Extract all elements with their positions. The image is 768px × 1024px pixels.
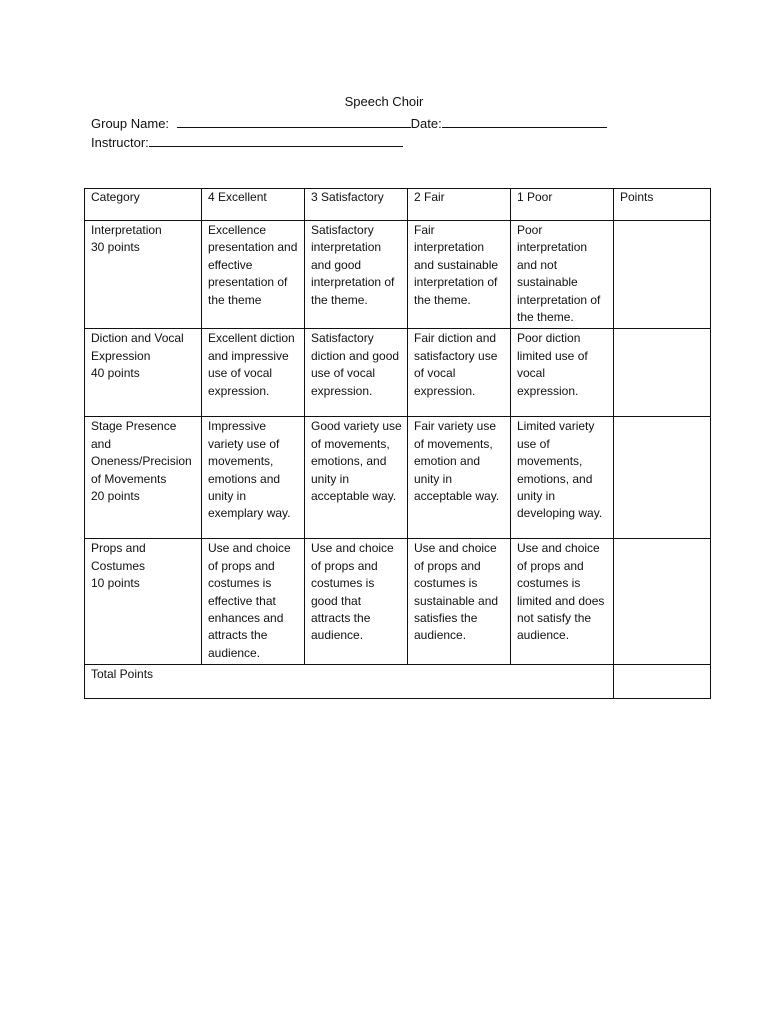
satisfactory-cell: Good variety use of movements, emotions, and unity in acceptable way. bbox=[305, 417, 408, 539]
fair-cell: Use and choice of props and costumes is sustainable and satisfies the audience. bbox=[408, 539, 511, 665]
table-row bbox=[85, 539, 711, 665]
points-cell[interactable] bbox=[614, 417, 711, 539]
poor-cell: Poor interpretation and not sustainable interpretation of the theme. bbox=[511, 221, 614, 329]
col-header-satisfactory: 3 Satisfactory bbox=[305, 189, 408, 221]
instructor-label: Instructor: bbox=[91, 135, 149, 150]
fair-cell: Fair interpretation and sustainable interpretation of the theme. bbox=[408, 221, 511, 329]
points-cell[interactable] bbox=[614, 329, 711, 417]
group-name-field[interactable] bbox=[177, 114, 411, 128]
poor-cell: Limited variety use of movements, emotions, and unity in developing way. bbox=[511, 417, 614, 539]
category-cell: Props and Costumes 10 points bbox=[85, 539, 202, 665]
points-cell[interactable] bbox=[614, 221, 711, 329]
excellent-cell: Impressive variety use of movements, emotions and unity in exemplary way. bbox=[202, 417, 305, 539]
col-header-fair: 2 Fair bbox=[408, 189, 511, 221]
col-header-excellent: 4 Excellent bbox=[202, 189, 305, 221]
total-row bbox=[85, 665, 711, 699]
fair-cell: Fair variety use of movements, emotion and unity in acceptable way. bbox=[408, 417, 511, 539]
satisfactory-cell: Satisfactory interpretation and good interpretation of the theme. bbox=[305, 221, 408, 329]
instructor-field[interactable] bbox=[149, 133, 403, 147]
col-header-category: Category bbox=[85, 189, 202, 221]
header-row bbox=[85, 189, 711, 221]
poor-cell: Poor diction limited use of vocal expression. bbox=[511, 329, 614, 417]
excellent-cell: Excellent diction and impressive use of vocal expression. bbox=[202, 329, 305, 417]
points-cell[interactable] bbox=[614, 539, 711, 665]
instructor-line bbox=[91, 133, 403, 151]
table-row bbox=[85, 417, 711, 539]
date-label: Date: bbox=[410, 116, 442, 131]
total-points-cell[interactable] bbox=[614, 665, 711, 699]
group-name-label: Group Name: bbox=[91, 116, 170, 131]
category-cell: Stage Presence and Oneness/Precision of Movements 20 points bbox=[85, 417, 202, 539]
fair-cell: Fair diction and satisfactory use of vocal expression. bbox=[408, 329, 511, 417]
excellent-cell: Excellence presentation and effective presentation of the theme bbox=[202, 221, 305, 329]
page-title: Speech Choir bbox=[344, 94, 424, 109]
excellent-cell: Use and choice of props and costumes is effective that enhances and attracts the audience. bbox=[202, 539, 305, 665]
total-points-label: Total Points bbox=[85, 665, 614, 699]
table-row bbox=[85, 329, 711, 417]
col-header-poor: 1 Poor bbox=[511, 189, 614, 221]
rubric-table bbox=[84, 188, 711, 699]
satisfactory-cell: Satisfactory diction and good use of vocal expression. bbox=[305, 329, 408, 417]
group-date-line bbox=[91, 114, 607, 132]
category-cell: Diction and Vocal Expression 40 points bbox=[85, 329, 202, 417]
col-header-points: Points bbox=[614, 189, 711, 221]
category-cell: Interpretation 30 points bbox=[85, 221, 202, 329]
poor-cell: Use and choice of props and costumes is limited and does not satisfy the audience. bbox=[511, 539, 614, 665]
satisfactory-cell: Use and choice of props and costumes is good that attracts the audience. bbox=[305, 539, 408, 665]
table-row bbox=[85, 221, 711, 329]
date-field[interactable] bbox=[442, 114, 607, 128]
